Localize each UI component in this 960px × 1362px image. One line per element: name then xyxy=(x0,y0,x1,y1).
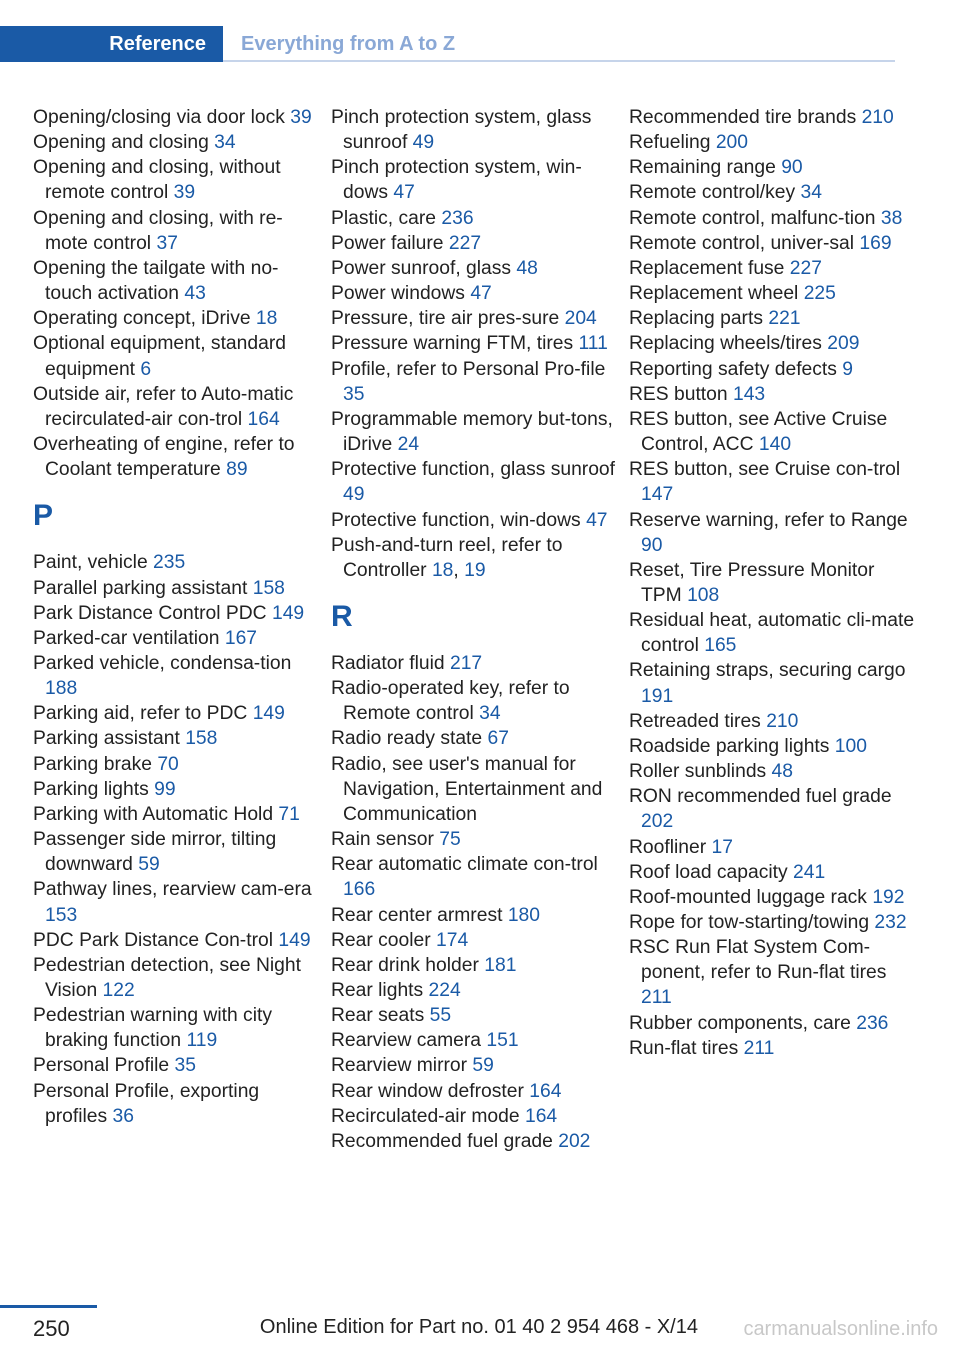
index-entry xyxy=(331,953,621,978)
index-entry xyxy=(331,852,621,902)
index-entry-term: Radio, see user's manual for Navigation, Entertainment and Communication xyxy=(331,753,603,825)
index-entry xyxy=(331,206,621,231)
index-entry-term: RES button, see Cruise con-trol xyxy=(629,459,901,481)
index-entry xyxy=(33,777,323,802)
index-entry-term: Pedestrian warning with city braking function xyxy=(33,1005,272,1052)
page-reference-link[interactable]: 43 xyxy=(184,283,206,305)
index-entry-term: Remaining range xyxy=(629,157,776,179)
index-entry-term: Park Distance Control PDC xyxy=(33,602,267,624)
index-entry xyxy=(331,827,621,852)
page-reference-link[interactable]: 48 xyxy=(771,761,793,783)
index-entry xyxy=(331,1104,621,1129)
index-entry xyxy=(33,601,323,626)
index-entry xyxy=(629,835,919,860)
page-reference-link[interactable]: 34 xyxy=(800,182,822,204)
index-entry xyxy=(33,802,323,827)
index-entry xyxy=(629,105,919,130)
index-entry-term: Pressure, tire air pres-sure xyxy=(331,308,560,330)
index-entry-term: Outside air, refer to Auto-matic recirculated-air con-trol xyxy=(33,383,294,430)
page-reference-link[interactable]: 147 xyxy=(641,484,674,506)
page-reference-link[interactable]: 227 xyxy=(448,232,482,254)
index-entry xyxy=(331,1079,621,1104)
index-entry xyxy=(629,608,919,658)
index-entry xyxy=(629,658,919,708)
page-reference-link[interactable]: 6 xyxy=(140,358,152,380)
index-entry xyxy=(629,256,919,281)
page-reference-link[interactable]: 149 xyxy=(278,929,311,951)
index-entry xyxy=(629,231,919,256)
index-entry xyxy=(33,877,323,927)
index-entry-term: Rearview mirror xyxy=(331,1055,468,1077)
index-entry-term: RSC Run Flat System Com-ponent, refer to Run-flat tires xyxy=(629,937,887,984)
page-reference-link[interactable]: 236 xyxy=(441,207,474,229)
index-entry-term: Operating concept, iDrive xyxy=(33,308,251,330)
index-entry xyxy=(629,180,919,205)
index-entry-term: Pathway lines, rearview cam-era xyxy=(33,879,312,901)
index-entry-term: Parking assistant xyxy=(33,728,180,750)
page-reference-link[interactable]: 200 xyxy=(715,132,748,154)
index-entry-term: RON recommended fuel grade xyxy=(629,786,892,808)
index-entry xyxy=(33,701,323,726)
page-reference-link[interactable]: 211 xyxy=(743,1037,775,1059)
page-reference-link[interactable]: 167 xyxy=(224,627,258,649)
index-entry xyxy=(331,457,621,507)
index-entry-term: Programmable memory but-tons, iDrive xyxy=(331,408,613,456)
header-divider xyxy=(223,60,895,62)
index-entry-term: Rubber components, care xyxy=(629,1012,851,1034)
page-reference-link[interactable]: 39 xyxy=(173,182,196,204)
index-entry-term: Protective function, glass sunroof xyxy=(331,459,616,481)
index-entry xyxy=(629,281,919,306)
index-entry xyxy=(33,105,323,130)
index-entry-term: Rearview camera xyxy=(331,1030,482,1052)
page-reference-link[interactable]: 211 xyxy=(641,987,672,1009)
index-entry-term: RES button, see Active Cruise Control, ACC xyxy=(629,408,888,456)
page-reference-link[interactable]: 24 xyxy=(397,434,420,456)
page-reference-link[interactable]: 55 xyxy=(429,1005,452,1027)
index-entry xyxy=(629,734,919,759)
index-entry-term: Run-flat tires xyxy=(629,1037,739,1059)
index-entry-term: Opening and closing, with re-mote control xyxy=(33,207,283,254)
page-reference-link[interactable]: 37 xyxy=(156,232,178,254)
index-entry-term: Roller sunblinds xyxy=(629,761,767,783)
page-reference-link[interactable]: 181 xyxy=(484,954,517,976)
index-entry-term: Pinch protection system, win-dows xyxy=(331,157,582,204)
index-entry-term: Refueling xyxy=(629,132,711,154)
index-entry xyxy=(331,978,621,1003)
page-reference-link[interactable]: 9 xyxy=(842,358,854,380)
page-reference-link[interactable]: 59 xyxy=(138,854,160,876)
index-entry-term: Recommended tire brands xyxy=(629,107,857,128)
chapter-tab-everything-a-to-z[interactable]: Everything from A to Z xyxy=(241,32,456,55)
index-entry xyxy=(33,306,323,331)
index-entry-term: Power failure xyxy=(331,232,444,254)
index-entry xyxy=(629,1011,919,1036)
page-reference-link[interactable]: 70 xyxy=(157,753,179,775)
index-entry xyxy=(331,281,621,306)
index-entry-term: Replacing wheels/tires xyxy=(629,333,822,355)
page-reference-link[interactable]: 165 xyxy=(704,635,737,657)
page-reference-link[interactable]: 34 xyxy=(214,132,236,154)
index-entry xyxy=(33,550,323,575)
index-entry-term: Recirculated-air mode xyxy=(331,1105,520,1127)
page-reference-link[interactable]: 36 xyxy=(112,1105,134,1127)
index-entry xyxy=(629,508,919,558)
index-entry xyxy=(629,910,919,935)
page-number: 250 xyxy=(33,1316,70,1341)
index-entry xyxy=(33,576,323,601)
index-entry xyxy=(331,752,621,827)
index-entry xyxy=(629,331,919,356)
index-entry-term: Radiator fluid xyxy=(331,652,445,674)
page-reference-link[interactable]: 47 xyxy=(586,509,608,531)
index-entry-term: Remote control/key xyxy=(629,182,796,204)
index-column-2 xyxy=(331,105,621,1154)
index-entry-term: Parking aid, refer to PDC xyxy=(33,703,248,725)
index-entry-term: Protective function, win-dows xyxy=(331,509,581,531)
page-reference-link[interactable]: 119 xyxy=(186,1030,218,1052)
page-reference-link[interactable]: 225 xyxy=(803,283,836,305)
index-entry-term: Radio ready state xyxy=(331,728,483,750)
index-entry-term: Personal Profile xyxy=(33,1055,170,1077)
index-entry xyxy=(33,752,323,777)
page-reference-link[interactable]: 191 xyxy=(641,685,674,707)
page-reference-link[interactable]: 153 xyxy=(45,904,78,926)
index-entry xyxy=(331,407,621,457)
index-column-1 xyxy=(33,105,323,1129)
index-entry-term: Paint, vehicle xyxy=(33,552,148,574)
index-entry xyxy=(331,903,621,928)
page-reference-link[interactable]: 49 xyxy=(412,132,435,154)
index-entry-term: Radio-operated key, refer to Remote control xyxy=(331,678,570,725)
page-reference-link[interactable]: 227 xyxy=(789,257,822,279)
index-entry xyxy=(33,827,323,877)
index-entry xyxy=(331,1053,621,1078)
index-entry-term: Opening the tailgate with no-touch activation xyxy=(33,257,279,305)
index-entry-term: Power windows xyxy=(331,283,465,305)
page-reference-link[interactable]: 202 xyxy=(641,811,674,833)
page-reference-link[interactable]: 210 xyxy=(766,710,799,732)
page-reference-link[interactable]: 204 xyxy=(564,308,597,330)
index-entry xyxy=(33,953,323,1003)
index-entry-term: Rope for tow-starting/towing xyxy=(629,912,870,933)
index-letter-heading: R xyxy=(331,599,353,633)
index-entry-term: Roofliner xyxy=(629,836,707,858)
index-entry xyxy=(629,558,919,608)
index-entry xyxy=(331,1129,621,1154)
index-entry xyxy=(629,935,919,1010)
page-reference-link[interactable]: 188 xyxy=(45,678,78,700)
page-reference-link[interactable]: 47 xyxy=(470,283,492,305)
page-reference-link[interactable]: 71 xyxy=(278,803,300,825)
index-entry-term: Passenger side mirror, tilting downward xyxy=(33,829,277,876)
index-entry-term: Replacing parts xyxy=(629,308,763,330)
index-entry-term: Rear seats xyxy=(331,1005,425,1027)
index-entry xyxy=(629,759,919,784)
index-entry-term: Rear automatic climate con-trol xyxy=(331,854,598,876)
page-reference-link[interactable]: 241 xyxy=(793,861,826,883)
index-entry xyxy=(331,306,621,331)
index-entry-term: Replacement fuse xyxy=(629,257,785,279)
index-entry xyxy=(331,676,621,726)
page-reference-link[interactable]: 202 xyxy=(558,1130,591,1152)
page-reference-link[interactable]: 38 xyxy=(880,207,903,229)
index-entry-term: Reserve warning, refer to Range xyxy=(629,509,908,531)
index-entry-term: Rear cooler xyxy=(331,929,431,951)
page-reference-link[interactable]: 17 xyxy=(711,836,733,858)
index-entry xyxy=(331,928,621,953)
index-entry-term: Reset, Tire Pressure Monitor TPM xyxy=(629,559,875,606)
index-entry xyxy=(331,105,621,155)
page-reference-link[interactable]: 89 xyxy=(226,459,248,481)
page-reference-link[interactable]: 180 xyxy=(507,904,540,926)
index-entry-term: Rear lights xyxy=(331,980,424,1001)
index-entry-term: Recommended fuel grade xyxy=(331,1130,553,1152)
page-reference-link[interactable]: 169 xyxy=(859,232,892,254)
index-entry-term: Rear window defroster xyxy=(331,1080,524,1102)
index-entry xyxy=(331,155,621,205)
page-reference-link[interactable]: 236 xyxy=(856,1012,889,1034)
index-entry-term: Parked vehicle, condensa-tion xyxy=(33,652,292,674)
index-entry-term: Parallel parking assistant xyxy=(33,577,248,599)
index-entry-term: Pedestrian detection, see Night Vision xyxy=(33,954,301,1001)
index-entry-term: Roadside parking lights xyxy=(629,735,830,757)
page-header xyxy=(0,26,895,62)
index-entry xyxy=(33,1079,323,1129)
index-entry xyxy=(629,306,919,331)
page-reference-link[interactable]: 99 xyxy=(154,778,176,800)
index-entry-term: Power sunroof, glass xyxy=(331,257,512,279)
page-reference-link[interactable]: 174 xyxy=(436,929,469,951)
index-entry-term: Pressure warning FTM, tires xyxy=(331,333,574,355)
index-entry-term: Opening/closing via door lock xyxy=(33,107,285,128)
index-entry xyxy=(331,651,621,676)
index-entry-term: Parked-car ventilation xyxy=(33,627,220,649)
page-reference-link[interactable]: 122 xyxy=(102,980,135,1001)
footer-rule xyxy=(0,1305,97,1308)
index-entry xyxy=(629,130,919,155)
index-entry-term: PDC Park Distance Con-trol xyxy=(33,929,274,951)
page-reference-link[interactable]: 149 xyxy=(271,602,305,624)
index-entry xyxy=(629,885,919,910)
index-entry xyxy=(629,709,919,734)
index-entry-term: Opening and closing xyxy=(33,132,209,154)
page-reference-link[interactable]: 166 xyxy=(343,879,376,901)
page-reference-link[interactable]: 49 xyxy=(343,484,365,506)
index-entry-term: Parking with Automatic Hold xyxy=(33,803,274,825)
index-entry xyxy=(33,256,323,306)
index-entry xyxy=(629,382,919,407)
page-reference-link[interactable]: 18 xyxy=(431,559,454,581)
section-tab-reference[interactable]: Reference xyxy=(0,26,223,62)
watermark: carmanualsonline.info xyxy=(743,1318,938,1340)
index-entry xyxy=(629,457,919,507)
page-reference-link[interactable]: 111 xyxy=(578,333,608,355)
index-entry xyxy=(331,231,621,256)
index-entry xyxy=(331,1003,621,1028)
index-entry-term: Rear center armrest xyxy=(331,904,503,926)
index-entry-term: Retaining straps, securing cargo xyxy=(629,660,906,682)
index-entry-term: Parking lights xyxy=(33,778,149,800)
index-entry xyxy=(629,1036,919,1061)
index-letter-heading: P xyxy=(33,499,54,533)
page-reference-link[interactable]: 210 xyxy=(861,107,894,128)
page-reference-link[interactable]: 209 xyxy=(827,333,860,355)
index-entry-term: Replacement wheel xyxy=(629,283,799,305)
page-reference-link[interactable]: 235 xyxy=(153,552,186,574)
index-entry xyxy=(33,130,323,155)
page-reference-link[interactable]: 232 xyxy=(874,912,907,933)
index-entry xyxy=(33,928,323,953)
edition-note: Online Edition for Part no. 01 40 2 954 468 - X/14 xyxy=(259,1316,698,1338)
index-entry xyxy=(331,256,621,281)
index-entry-term: Parking brake xyxy=(33,753,152,775)
index-entry xyxy=(629,407,919,457)
page-reference-link[interactable]: 34 xyxy=(479,703,501,725)
index-entry-term: Push-and-turn reel, refer to Controller xyxy=(331,534,563,581)
index-entry-term: Rear drink holder xyxy=(331,954,479,976)
page-reference-link[interactable]: 35 xyxy=(343,383,365,405)
index-entry-term: Retreaded tires xyxy=(629,710,761,732)
page-reference-link[interactable]: 192 xyxy=(872,886,905,908)
index-entry xyxy=(33,206,323,256)
index-entry xyxy=(33,651,323,701)
page-reference-link[interactable]: 67 xyxy=(487,728,509,750)
page-reference-link[interactable]: 224 xyxy=(428,980,461,1001)
index-entry xyxy=(331,357,621,407)
page-reference-link[interactable]: 217 xyxy=(449,652,483,674)
page-reference-link[interactable]: 39 xyxy=(290,107,312,128)
index-entry xyxy=(629,206,919,231)
page-reference-link[interactable]: 100 xyxy=(834,735,867,757)
page-reference-link[interactable]: 18 xyxy=(255,308,278,330)
index-entry-term: Roof-mounted luggage rack xyxy=(629,886,867,908)
page-reference-link[interactable]: 151 xyxy=(486,1030,519,1052)
index-entry-term: Remote control, univer-sal xyxy=(629,232,855,254)
index-entry-term: Overheating of engine, refer to Coolant temperature xyxy=(33,434,295,481)
page-reference-link[interactable]: 164 xyxy=(529,1080,562,1102)
page-reference-link[interactable]: 164 xyxy=(524,1105,558,1127)
index-entry xyxy=(331,508,621,533)
index-entry xyxy=(629,357,919,382)
index-column-3 xyxy=(629,105,919,1061)
page-reference-link[interactable]: 59 xyxy=(472,1055,494,1077)
index-entry xyxy=(33,626,323,651)
index-entry-term: Rain sensor xyxy=(331,829,434,851)
page-reference-link[interactable]: 35 xyxy=(174,1055,196,1077)
index-entry-term: Optional equipment, standard equipment xyxy=(33,333,286,380)
page-reference-link[interactable]: 143 xyxy=(732,383,766,405)
index-entry xyxy=(33,726,323,751)
page-reference-link[interactable]: 19 xyxy=(464,559,486,581)
index-entry-term: Roof load capacity xyxy=(629,861,788,883)
page-reference-link[interactable]: 140 xyxy=(758,434,792,456)
index-entry xyxy=(33,155,323,205)
page-reference-link[interactable]: 158 xyxy=(252,577,285,599)
index-entry xyxy=(33,432,323,482)
index-entry xyxy=(629,784,919,834)
index-entry xyxy=(33,331,323,381)
index-entry-term: Residual heat, automatic cli-mate control xyxy=(629,610,915,657)
page-reference-link[interactable]: 158 xyxy=(185,728,218,750)
index-entry xyxy=(629,155,919,180)
index-entry-term: Pinch protection system, glass sunroof xyxy=(331,107,592,154)
page-reference-link[interactable]: 48 xyxy=(516,257,538,279)
index-entry xyxy=(33,1003,323,1053)
page-reference-link[interactable]: 149 xyxy=(252,703,285,725)
index-entry-term: RES button xyxy=(629,383,728,405)
index-entry xyxy=(629,860,919,885)
index-entry xyxy=(331,331,621,356)
page-reference-link[interactable]: 90 xyxy=(641,534,663,556)
index-entry-term: Profile, refer to Personal Pro-file xyxy=(331,358,606,380)
page-reference-link[interactable]: 47 xyxy=(393,182,415,204)
page-reference-link[interactable]: 90 xyxy=(781,157,803,179)
index-entry-term: Plastic, care xyxy=(331,207,437,229)
page-reference-link[interactable]: 221 xyxy=(768,308,801,330)
index-entry: Push-and-turn reel, refer to Controller 18, 19 xyxy=(331,534,563,581)
page-reference-link[interactable]: 108 xyxy=(687,584,720,606)
index-entry xyxy=(33,1053,323,1078)
index-entry-term: Reporting safety defects xyxy=(629,358,837,380)
index-entry-term: Personal Profile, exporting profiles xyxy=(33,1080,260,1127)
index-entry-term: Opening and closing, without remote control xyxy=(33,157,281,204)
page-reference-link[interactable]: 164 xyxy=(247,408,280,430)
index-entry xyxy=(331,1028,621,1053)
index-entry-term: Remote control, malfunc-tion xyxy=(629,207,876,229)
index-entry xyxy=(331,726,621,751)
page-reference-link[interactable]: 75 xyxy=(439,829,461,851)
index-entry xyxy=(33,382,323,432)
